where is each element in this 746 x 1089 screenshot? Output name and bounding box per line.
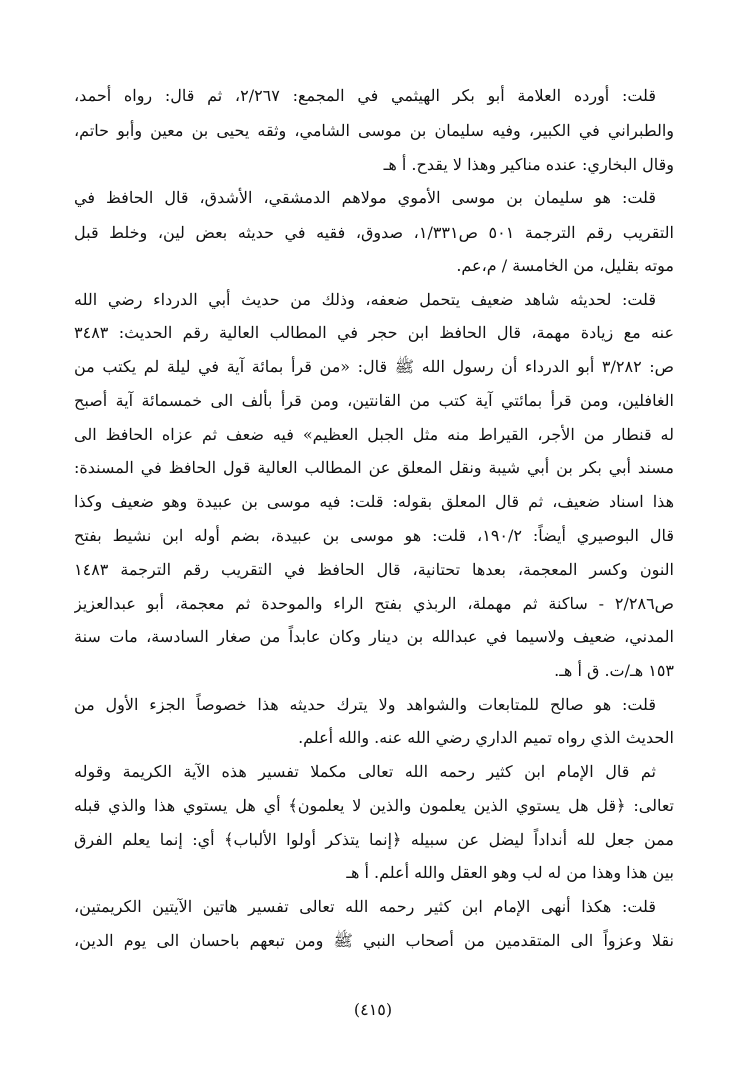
text-line: قال البوصيري أيضاً: ١٩٠/٢، قلت: هو موسى بن عبيدة، بضم أوله ابن نشيط بفتح [74,526,674,545]
text-line: ص: ٣/٢٨٢ أبو الدرداء أن رسول الله ﷺ قال: «من قرأ بمائة آية في ليلة لم يكتب من [74,357,674,376]
text-line: له قنطار من الأجر، القيراط منه مثل الجبل العظيم» فيه ضعف ثم عزاه الحافظ الى [74,425,674,444]
text-line: ١٥٣ هـ/ت. ق أ هـ. [554,661,674,680]
text-line: قلت: هكذا أنهى الإمام ابن كثير رحمه الله تعالى تفسير هاتين الآيتين الكريمتين، [74,897,656,916]
text-line: قلت: أورده العلامة أبو بكر الهيثمي في المجمع: ٢/٢٦٧، ثم قال: رواه أحمد، [74,86,656,105]
text-line: هذا اسناد ضعيف، ثم قال المعلق بقوله: قلت: فيه موسى بن عبيدة وهو ضعيف وكذا [74,492,674,511]
text-line: النون وكسر المعجمة، بعدها تحتانية، قال الحافظ في التقريب رقم الترجمة ١٤٨٣ [74,560,674,579]
text-line: الغافلين، ومن قرأ بمائتي آية كتب من القانتين، ومن قرأ بألف الى خمسمائة آية أصبح [74,391,674,410]
text-line: نقلا وعزواً الى المتقدمين من أصحاب النبي ﷺ ومن تبعهم باحسان الى يوم الدين، [74,931,674,950]
text-line: الحديث الذي رواه تميم الداري رضي الله عنه. والله أعلم. [298,728,674,747]
text-line: عنه مع زيادة مهمة، قال الحافظ ابن حجر في المطالب العالية رقم الحديث: ٣٤٨٣ [74,323,674,342]
text-line: والطبراني في الكبير، وفيه سليمان بن موسى الشامي، وثقه يحيى بن معين وأبو حاتم، [74,121,674,140]
text-line: قلت: هو صالح للمتابعات والشواهد ولا يترك حديثه هذا خصوصاً الجزء الأول من [74,695,656,714]
text-line: التقريب رقم الترجمة ٥٠١ ص١/٣٣١، صدوق، فقيه في حديثه بعض لين، وخلط قبل [74,223,674,242]
text-line: ثم قال الإمام ابن كثير رحمه الله تعالى مكملا تفسير هذه الآية الكريمة وقوله [74,762,656,781]
text-line: قلت: لحديثه شاهد ضعيف يتحمل ضعفه، وذلك من حديث أبي الدرداء رضي الله [74,290,656,309]
text-line: مسند أبي بكر بن أبي شيبة ونقل المعلق عن المطالب العالية قول الحافظ في المسندة: [74,458,674,477]
text-line: وقال البخاري: عنده مناكير وهذا لا يقدح. أ هـ [383,155,674,174]
text-line: تعالى: ﴿قل هل يستوي الذين يعلمون والذين لا يعلمون﴾ أي هل يستوي هذا والذي قبله [74,796,674,815]
text-line: المدني، ضعيف ولاسيما في عبدالله بن دينار وكان عابداً من صغار السادسة، مات سنة [74,627,674,646]
text-line: ممن جعل لله أنداداً ليضل عن سبيله ﴿إنما يتذكر أولوا الألباب﴾ أي: إنما يعلم الفرق [74,830,674,849]
text-line: موته بقليل، من الخامسة / م،عم. [456,256,674,275]
page-number: (٤١٥) [353,1000,393,1019]
text-line: بين هذا وهذا من له لب وهو العقل والله أعلم. أ هـ [346,863,674,882]
text-line: ص٢/٢٨٦ - ساكنة ثم مهملة، الربذي بفتح الراء والموحدة ثم معجمة، أبو عبدالعزيز [74,594,674,613]
text-line: قلت: هو سليمان بن موسى الأموي مولاهم الدمشقي، الأشدق، قال الحافظ في [74,188,656,207]
